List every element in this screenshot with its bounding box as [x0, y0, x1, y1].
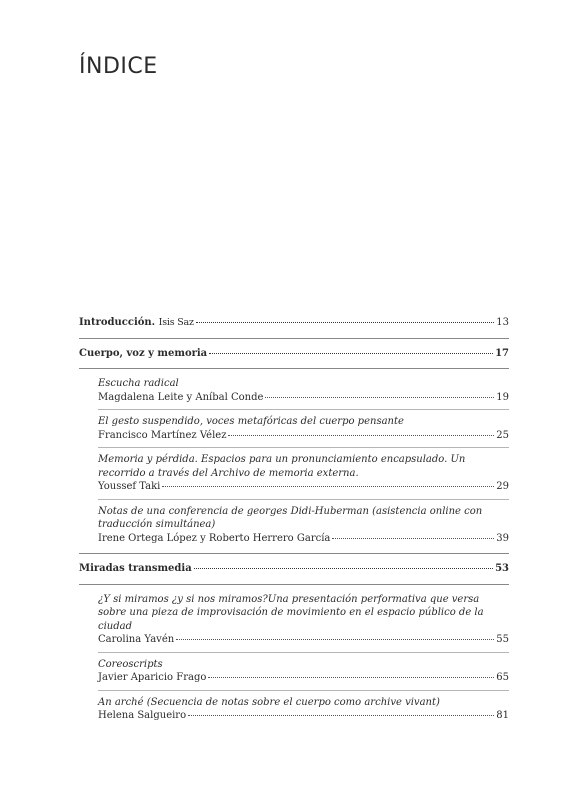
entry-page: 55	[496, 634, 509, 645]
section-heading-text: Miradas transmedia	[79, 563, 192, 574]
entry-divider	[98, 447, 509, 448]
dot-leader	[194, 567, 493, 569]
entry-page: 65	[496, 672, 509, 683]
section-entries	[79, 593, 509, 723]
divider	[79, 338, 509, 339]
entry-author-line	[98, 391, 509, 405]
dot-leader	[208, 676, 494, 678]
entry-author-line	[98, 709, 509, 723]
entry-author: Youssef Taki	[98, 481, 161, 492]
toc-entry[interactable]	[98, 658, 509, 685]
dot-leader	[162, 485, 494, 487]
toc-entry[interactable]	[98, 415, 509, 442]
toc-entry[interactable]	[98, 453, 509, 494]
entry-author-line	[98, 429, 509, 443]
toc-intro[interactable]	[79, 316, 509, 330]
section-entries	[79, 377, 509, 545]
divider	[79, 368, 509, 369]
dot-leader	[265, 396, 494, 398]
intro-author: Isis Saz	[158, 317, 194, 328]
dot-leader	[209, 352, 493, 354]
toc-section	[79, 347, 509, 555]
entry-divider	[98, 409, 509, 410]
entry-divider	[98, 499, 509, 500]
toc-section	[79, 562, 509, 723]
divider	[79, 584, 509, 585]
toc-entry[interactable]	[98, 505, 509, 546]
entry-divider	[98, 690, 509, 691]
section-heading[interactable]	[79, 562, 509, 576]
intro-label: Introducción.	[79, 317, 156, 328]
entry-title: Escucha radical	[98, 378, 179, 389]
section-heading[interactable]	[79, 347, 509, 361]
entry-author-line	[98, 671, 509, 685]
entry-title: An arché (Secuencia de notas sobre el cuerpo como archive vivant)	[98, 696, 440, 708]
entry-author: Magdalena Leite y Aníbal Conde	[98, 391, 264, 403]
intro-page: 13	[496, 317, 509, 328]
entry-author: Helena Salgueiro	[98, 710, 187, 721]
section-page: 53	[495, 563, 509, 574]
section-page: 17	[495, 347, 509, 359]
entry-title: El gesto suspendido, voces metafóricas del cuerpo pensante	[98, 416, 404, 427]
entry-author-line	[98, 633, 509, 647]
toc-entry[interactable]	[98, 696, 509, 723]
dot-leader	[332, 537, 494, 539]
entry-author: Javier Aparicio Frago	[98, 672, 207, 683]
entry-title: Notas de una conferencia de georges Didi-Huberman (asistencia online con traducción simultánea)	[98, 505, 483, 530]
entry-page: 29	[496, 481, 509, 492]
toc-entry[interactable]	[98, 377, 509, 404]
dot-leader	[176, 638, 494, 640]
entry-title: Coreoscripts	[98, 658, 163, 670]
entry-title: Memoria y pérdida. Espacios para un pronunciamiento encapsulado. Un recorrido a través del Archivo de memoria externa.	[98, 454, 466, 479]
entry-author: Carolina Yavén	[98, 634, 175, 645]
dot-leader	[196, 321, 494, 323]
entry-author: Francisco Martínez Vélez	[98, 429, 227, 441]
entry-divider	[98, 652, 509, 653]
dot-leader	[188, 714, 494, 716]
entry-author-line	[98, 532, 509, 546]
section-heading-text: Cuerpo, voz y memoria	[79, 347, 208, 359]
entry-title: ¿Y si miramos ¿y si nos miramos?Una presentación performativa que versa sobre una pieza de improvisación de movimiento en el espacio público de la ciudad	[98, 593, 484, 632]
entry-author-line	[98, 480, 509, 494]
page-title: ÍNDICE	[79, 54, 158, 79]
entry-page: 39	[496, 532, 509, 544]
dot-leader	[228, 434, 494, 436]
entry-author: Irene Ortega López y Roberto Herrero García	[98, 532, 331, 544]
divider	[79, 553, 509, 554]
toc-entry[interactable]	[98, 593, 509, 647]
entry-page: 19	[496, 391, 509, 403]
entry-page: 81	[496, 710, 509, 721]
table-of-contents	[79, 316, 509, 723]
entry-page: 25	[496, 429, 509, 441]
